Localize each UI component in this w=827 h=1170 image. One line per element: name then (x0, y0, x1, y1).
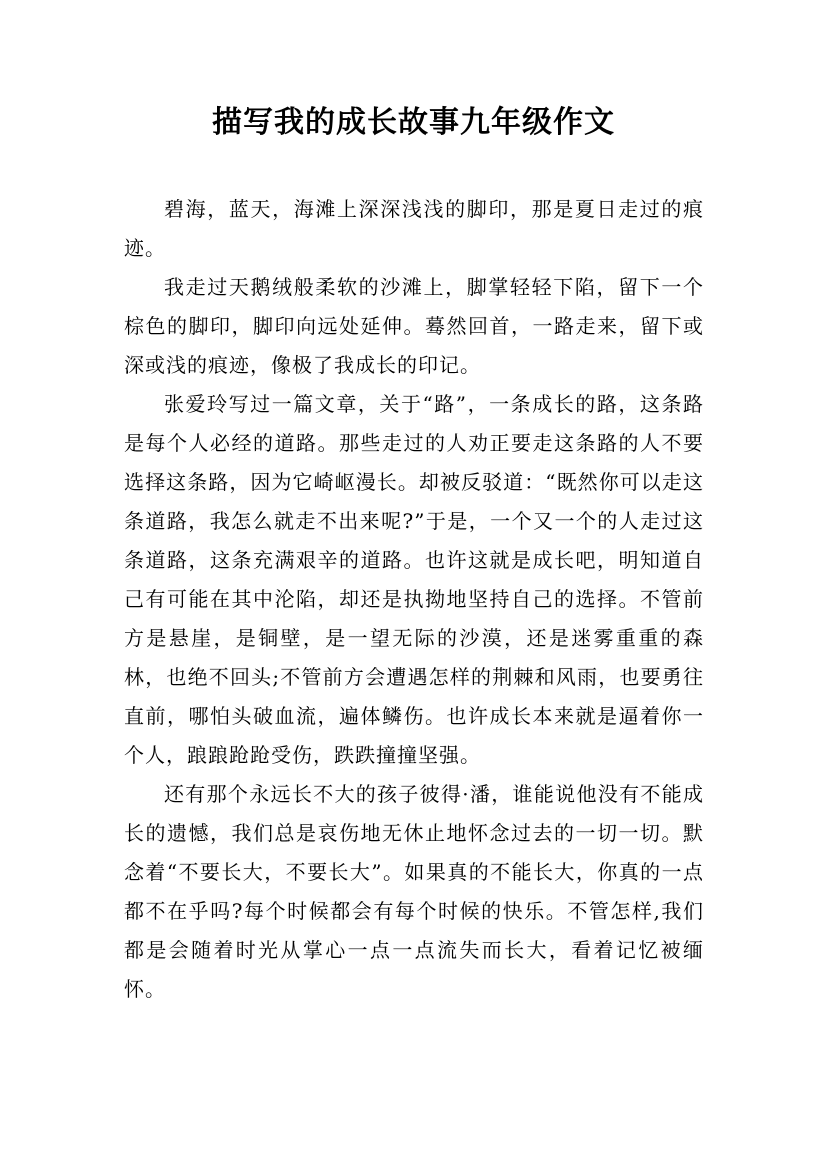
paragraph-1: 碧海，蓝天，海滩上深深浅浅的脚印，那是夏日走过的痕迹。 (124, 197, 704, 260)
paragraph-4: 还有那个永远长不大的孩子彼得·潘，谁能说他没有不能成长的遗憾，我们总是哀伤地无休止地怀念过去的一切一切。默念着“不要长大，不要长大”。如果真的不能长大，你真的一点都不在乎吗?每个时候都会有每个时候的快乐。不管怎样,我们都是会随着时光从掌心一点一点流失而长大，看着记忆被缅怀。 (124, 782, 704, 1001)
document-title: 描写我的成长故事九年级作文 (212, 105, 615, 140)
paragraph-3: 张爱玲写过一篇文章，关于“路”，一条成长的路，这条路是每个人必经的道路。那些走过的人劝正要走这条路的人不要选择这条路，因为它崎岖漫长。却被反驳道：“既然你可以走这条道路，我怎么就走不出来呢?”于是，一个又一个的人走过这条道路，这条充满艰辛的道路。也许这就是成长吧，明知道自己有可能在其中沦陷，却还是执拗地坚持自己的选择。不管前方是悬崖，是铜壁，是一望无际的沙漠，还是迷雾重重的森林，也绝不回头;不管前方会遭遇怎样的荆棘和风雨，也要勇往直前，哪怕头破血流，遍体鳞伤。也许成长本来就是逼着你一个人，踉踉跄跄受伤，跌跌撞撞坚强。 (124, 392, 704, 767)
paragraph-2: 我走过天鹅绒般柔软的沙滩上，脚掌轻轻下陷，留下一个棕色的脚印，脚印向远处延伸。蓦然回首，一路走来，留下或深或浅的痕迹，像极了我成长的印记。 (124, 275, 704, 377)
document-body (124, 190, 704, 1009)
